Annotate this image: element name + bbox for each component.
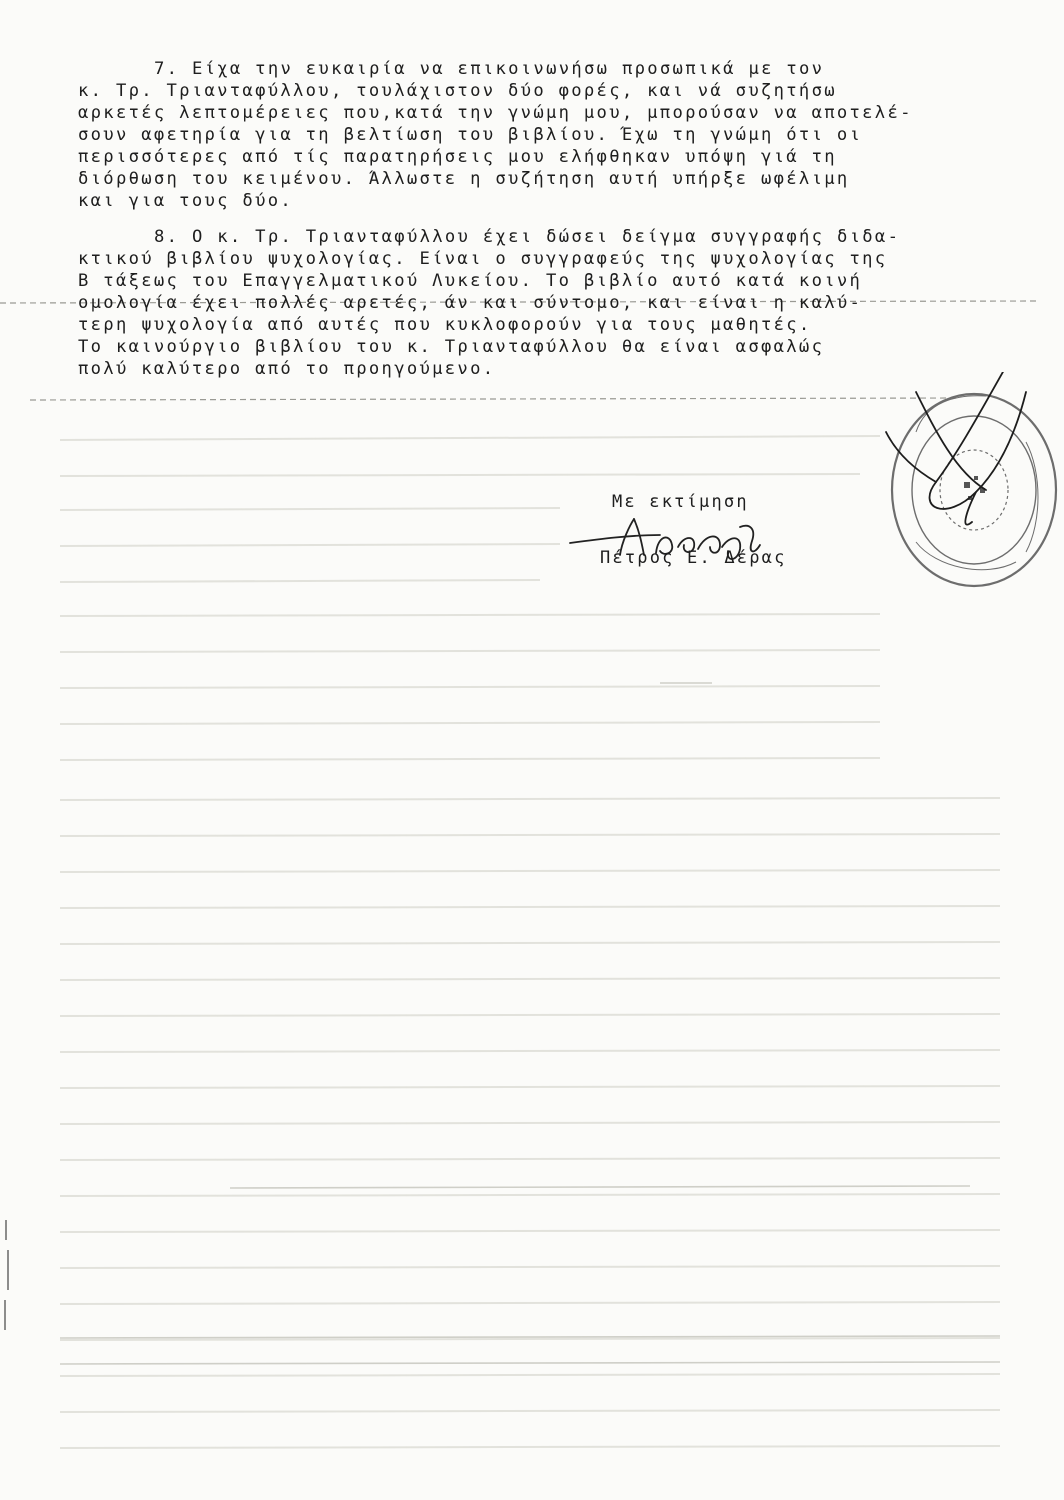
paragraph-7-line: και για τους δύο. (78, 191, 294, 211)
paragraph-8 (78, 226, 1018, 380)
paragraph-7-line: σουν αφετηρία για τη βελτίωση του βιβλίου. Έχω τη γνώμη ότι οι (78, 125, 863, 145)
paragraph-7-line: αρκετές λεπτομέρειες που,κατά την γνώμη μου, μπορούσαν να αποτελέ- (78, 103, 913, 123)
paragraph-7-line: κ. Τρ. Τριανταφύλλου, τουλάχιστον δύο φορές, και νά συζητήσω (78, 81, 837, 101)
closing-salutation: Με εκτίμηση (612, 492, 749, 512)
paragraph-8-line: Β τάξεως του Επαγγελματικού Λυκείου. Το βιβλίο αυτό κατά κοινή (78, 271, 863, 291)
paragraph-7-line: περισσότερες από τίς παρατηρήσεις μου ελήφθηκαν υπόψη γιά τη (78, 147, 837, 167)
paragraph-7 (78, 58, 1018, 212)
signer-name: Πέτρος Ε. Δέρας (600, 548, 787, 568)
paragraph-8-line: πολύ καλύτερο από το προηγούμενο. (78, 359, 496, 379)
letter-body (78, 58, 1018, 380)
paragraph-8-line: Το καινούργιο βιβλίου του κ. Τριανταφύλλου θα είναι ασφαλώς (78, 337, 825, 357)
official-stamp-seal (876, 372, 1060, 596)
scan-edge-mark (2, 1220, 12, 1340)
paragraph-8-line: ομολογία έχει πολλές αρετές, άν και σύντομο, και είναι η καλύ- (78, 293, 863, 313)
paragraph-7-line: 7. Είχα την ευκαιρία να επικοινωνήσω προσωπικά με τον (154, 59, 825, 79)
paragraph-8-line: τερη ψυχολογία από αυτές που κυκλοφορούν για τους μαθητές. (78, 315, 812, 335)
paragraph-8-line: 8. Ο κ. Τρ. Τριανταφύλλου έχει δώσει δείγμα συγγραφής διδα- (154, 227, 901, 247)
paragraph-8-line: κτικού βιβλίου ψυχολογίας. Είναι ο συγγραφεύς της ψυχολογίας της (78, 249, 888, 269)
paragraph-7-line: διόρθωση του κειμένου. Άλλωστε η συζήτηση αυτή υπήρξε ωφέλιμη (78, 169, 850, 189)
